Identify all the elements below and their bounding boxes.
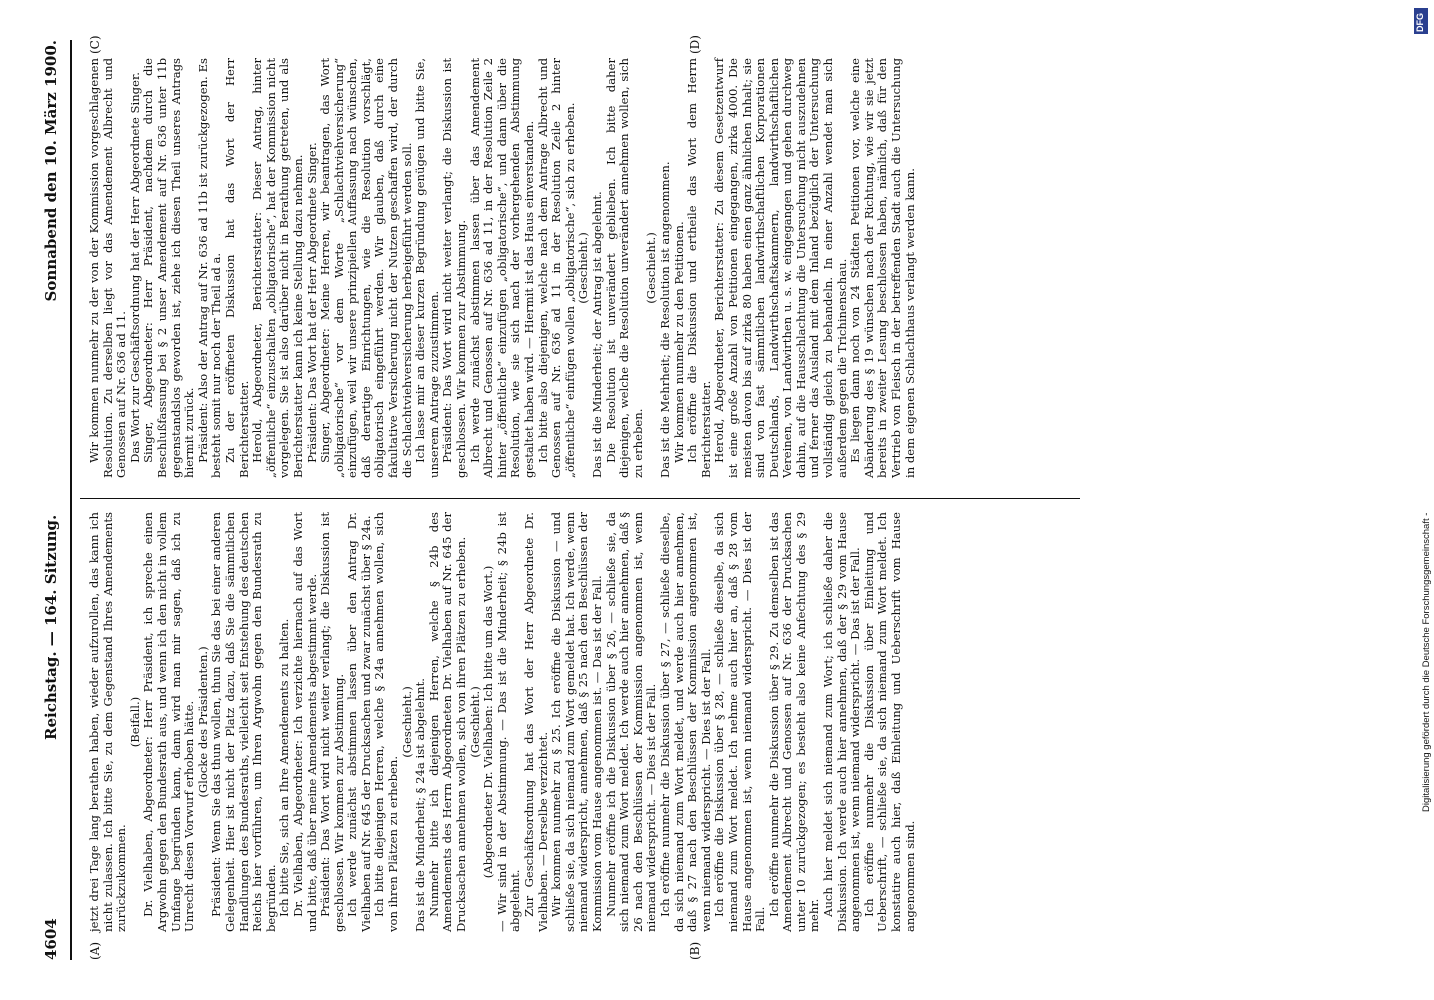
text-column-right bbox=[88, 58, 917, 478]
paragraph: Ich bitte Sie, sich an Ihre Amendements zu halten. bbox=[277, 618, 292, 917]
paragraph: Ich eröffne die Diskussion und ertheile das Wort dem Herrn Berichterstatter. bbox=[685, 58, 713, 478]
paragraph: Das ist die Minderheit; § 24a ist abgelehnt. bbox=[413, 678, 428, 932]
page-header bbox=[40, 40, 78, 960]
paragraph: Ich eröffne nunmehr die Diskussion über § 27, — schließe dieselbe, da sich niemand zum Wort meldet, und werde auch hier annehmen, daß § 27 nach den Beschlüssen der Kommission angenommen ist, wenn niemand widerspricht. — Dies ist der Fall. bbox=[657, 512, 713, 932]
paragraph: Wir kommen nunmehr zu § 25. Ich eröffne die Diskussion — und schließe sie, da sich niemand zum Wort gemeldet hat. Ich werde, wenn niemand widerspricht, annehmen, daß § 25 nach den Beschlüssen der Kommission vom Hause angenommen ist. — Das ist der Fall. bbox=[549, 512, 604, 932]
paragraph: Präsident: Das Wort wird nicht weiter verlangt; die Diskussion ist geschlossen. Wir kommen zur Abstimmung. bbox=[318, 512, 346, 932]
paragraph: Herold, Abgeordneter, Berichterstatter: Zu diesem Gesetzentwurf ist eine große Anzahl von Petitionen eingegangen, zirka 4000. Die meisten davon bis auf zirka 80 haben einen ganz ähnlichen Inhalt; sie sind von fast sämmtlichen landwirthschaftlichen Korporationen Deutschlands, Landwirthschaftskammern, landwirthschaftlichen Vereinen, von Landwirthen u. s. w. eingegangen und gehen durchweg dahin, auf die Hausschlachtung die Untersuchung nicht auszudehnen und ferner das Ausland mit dem Inland bezüglich der Untersuchung vollständig gleich zu behandeln. In einer Anzahl wendet man sich außerdem gegen die Trichinenschau. bbox=[712, 58, 849, 478]
paragraph: Zu der eröffneten Diskussion hat das Wort der Herr Berichterstatter. bbox=[222, 58, 251, 478]
interjection: (Geschieht.) bbox=[576, 232, 591, 304]
paragraph: Nunmehr eröffne ich die Diskussion über § 26, — schließe sie, da sich niemand zum Wort meldet. Ich werde auch hier annehmen, daß § 26 nach den Beschlüssen der Kommission angenommen ist, wenn niemand widerspricht. — Dies ist der Fall. bbox=[603, 512, 659, 932]
funding-stamp-text: Digitalisierung gefördert durch die Deutsche Forschungsgemeinschaft - bbox=[1421, 512, 1432, 812]
paragraph: Ich bitte also diejenigen, welche nach dem Antrage Albrecht und Genossen auf Nr. 636 ad 11 in der Resolution Zeile 2 hinter „öffentliche“ einfügen wollen „obligatorische“, sich zu erheben. bbox=[535, 58, 577, 478]
margin-mark-b: (B) bbox=[688, 941, 702, 960]
paragraph: Ich eröffne nunmehr die Diskussion über Einleitung und Ueberschrift, — schließe sie, da sich niemand zum Wort meldet. Ich konstatire auch hier, daß Einleitung und Ueberschrift vom Hause angenommen sind. bbox=[861, 512, 917, 932]
rotated-page-content bbox=[40, 35, 1370, 960]
paragraph: Das Wort zur Geschäftsordnung hat der Herr Abgeordnete Singer. bbox=[127, 72, 142, 463]
paragraph: Es liegen dann noch von 24 Städten Petitionen vor, welche eine Abänderung des § 19 wünschen nach der Richtung, wie wir sie jetzt bereits in zweiter Lesung beschlossen haben, nämlich, daß für den Vertrieb von Fleisch in der betreffenden Stadt auch die Untersuchung in dem eigenen Schlachthaus verlangt werden kann. bbox=[848, 58, 917, 478]
column-divider bbox=[80, 498, 1080, 499]
header-rule bbox=[70, 40, 72, 960]
paragraph: Nunmehr bitte ich diejenigen Herren, welche § 24b des Amendements des Herrn Abgeordneten Dr. Vielhaben auf Nr. 645 der Drucksachen annehmen wollen, sich von ihren Plätzen zu erheben. bbox=[426, 512, 469, 932]
margin-mark-a: (A) bbox=[88, 941, 102, 960]
session-title: Reichstag. — 164. Sitzung. bbox=[42, 514, 60, 740]
page-number: 4604 bbox=[42, 918, 60, 960]
paragraph: Singer, Abgeordneter: Meine Herren, wir beantragen, das Wort „obligatorische“ vor dem Worte „Schlachtviehversicherung“ einzufügen, weil wir unsere prinzipiellen Auffassung nach wünschen, daß derartige Einrichtungen, wie die Resolution vorschlägt, obligatorisch eingeführt werden. Wir glauben, daß durch eine fakultative Versicherung nicht der Nutzen geschaffen wird, der durch die Schlachtviehversicherung herbeigeführt werden soll. bbox=[318, 58, 414, 478]
paragraph: Dr. Vielhaben, Abgeordneter: Ich verzichte hiernach auf das Wort und bitte, daß über meine Amendements abgestimmt werde. bbox=[290, 512, 319, 932]
interjection: (Geschieht.) bbox=[467, 686, 482, 758]
paragraph: Wir kommen nunmehr zu der von der Kommission vorgeschlagenen Resolution. Zu derselben liegt vor das Amendement Albrecht und Genossen auf Nr. 636 ad 11. bbox=[87, 58, 129, 478]
paragraph: Präsident: Also der Antrag auf Nr. 636 ad 11b ist zurückgezogen. Es besteht somit nur noch der Theil ad a. bbox=[195, 58, 224, 478]
interjection: (Glocke des Präsidenten.) bbox=[195, 646, 210, 798]
paragraph: jetzt drei Tage lang berathen haben, wieder aufzurollen, das kann ich nicht zulassen. Ich bitte Sie, zu dem Gegenstand Ihres Amendements zurückzukommen. bbox=[87, 512, 129, 932]
paragraph: Präsident: Das Wort wird nicht weiter verlangt; die Diskussion ist geschlossen. Wir kommen zur Abstimmung. bbox=[440, 58, 469, 478]
interjection: (Beifall.) bbox=[127, 696, 142, 748]
dfg-logo: DFG bbox=[1414, 8, 1428, 34]
paragraph: Das ist die Minderheit; der Antrag ist abgelehnt. bbox=[589, 191, 604, 478]
text-column-left bbox=[88, 512, 917, 932]
margin-mark-c: (C) bbox=[88, 35, 102, 54]
paragraph: Herold, Abgeordneter, Berichterstatter: Dieser Antrag, hinter „öffentliche“ einzuschalten „obligatorische“, hat der Kommission nicht vorgelegen. Sie ist also darüber nicht in Berathung getreten, und als Berichterstatter kann ich keine Stellung dazu nehmen. bbox=[250, 58, 305, 478]
session-date: Sonnabend den 10. März 1900. bbox=[42, 40, 60, 302]
paragraph: Ich eröffne nunmehr die Diskussion über § 29. Zu demselben ist das Amendement Albrecht und Genossen auf Nr. 636 der Drucksachen unter 10 zurückgezogen; es besteht also keine Anfechtung des § 29 mehr. bbox=[766, 512, 822, 932]
paragraph: Ich bitte diejenigen Herren, welche § 24a annehmen wollen, sich von ihren Plätzen zu erheben. bbox=[372, 512, 401, 932]
paragraph: Singer, Abgeordneter: Herr Präsident, nachdem durch die Beschlußfassung bei § 2 unser Amendement auf Nr. 636 unter 11b gegenstandslos geworden ist, ziehe ich diesen Theil unseres Antrags hiermit zurück. bbox=[141, 58, 197, 478]
paragraph: Ich eröffne die Diskussion über § 28, — schließe dieselbe, da sich niemand zum Wort meldet. Ich nehme auch hier an, daß § 28 vom Hause angenommen ist, wenn niemand widerspricht. — Dies ist der Fall. bbox=[712, 512, 768, 932]
paragraph: Dr. Vielhaben, Abgeordneter: Herr Präsident, ich spreche einen Argwohn gegen den Bundesrath aus, und wenn ich den nicht in vollem Umfange begründen kann, dann wird man mir sagen, daß ich zu Unrecht diesen Vorwurf erhoben hätte. bbox=[141, 512, 197, 932]
paragraph: Zur Geschäftsordnung hat das Wort der Herr Abgeordnete Dr. Vielhaben. — Derselbe verzichtet. bbox=[522, 512, 550, 932]
paragraph: Auch hier meldet sich niemand zum Wort; ich schließe daher die Diskussion. Ich werde auch hier annehmen, daß der § 29 vom Hause angenommen ist, wenn niemand widerspricht. — Das ist der Fall. bbox=[821, 512, 863, 932]
paragraph: Das ist die Mehrheit; die Resolution ist angenommen. bbox=[657, 161, 672, 478]
paragraph: Wir kommen nunmehr zu den Petitionen. bbox=[671, 221, 686, 463]
interjection: (Geschieht.) bbox=[399, 686, 414, 758]
interjection: (Geschieht.) bbox=[644, 232, 659, 304]
paragraph: — Wir sind in der Abstimmung. — Das ist die Minderheit; § 24b ist abgelehnt. bbox=[494, 512, 523, 932]
paragraph: Ich werde zunächst abstimmen lassen über den Antrag Dr. Vielhaben auf Nr. 645 der Drucksachen und zwar zunächst über § 24a. bbox=[345, 512, 373, 932]
margin-mark-d: (D) bbox=[688, 35, 702, 54]
paragraph: Ich werde zunächst abstimmen lassen über das Amendement Albrecht und Genossen auf Nr. 636 ad 11, in der Resolution Zeile 2 hinter „öffentliche“ einzufügen „obligatorische“, und dann über die Resolution, wie sie sich nach der vorhergehenden Abstimmung gestaltet haben wird. — Hiermit ist das Haus einverstanden. bbox=[467, 58, 536, 478]
paragraph: Präsident: Das Wort hat der Herr Abgeordnete Singer. bbox=[304, 142, 319, 463]
paragraph: Die Resolution ist unverändert geblieben. Ich bitte daher diejenigen, welche die Resolution unverändert annehmen wollen, sich zu erheben. bbox=[603, 58, 645, 478]
paragraph: Präsident: Wenn Sie das thun wollen, thun Sie das bei einer anderen Gelegenheit. Hier ist nicht der Platz dazu, daß Sie die sämmtlichen Handlungen des Bundesraths, vielleicht seit Entstehung des deutschen Reichs hier vorführen, um Ihren Argwohn gegen den Bundesrath zu begründen. bbox=[209, 512, 278, 932]
interjection: (Abgeordneter Dr. Vielhaben: Ich bitte um das Wort.) bbox=[481, 565, 496, 879]
paragraph: Ich lasse mir an dieser kurzen Begründung genügen und bitte Sie, unserem Antrage zuzustimmen. bbox=[413, 58, 441, 478]
